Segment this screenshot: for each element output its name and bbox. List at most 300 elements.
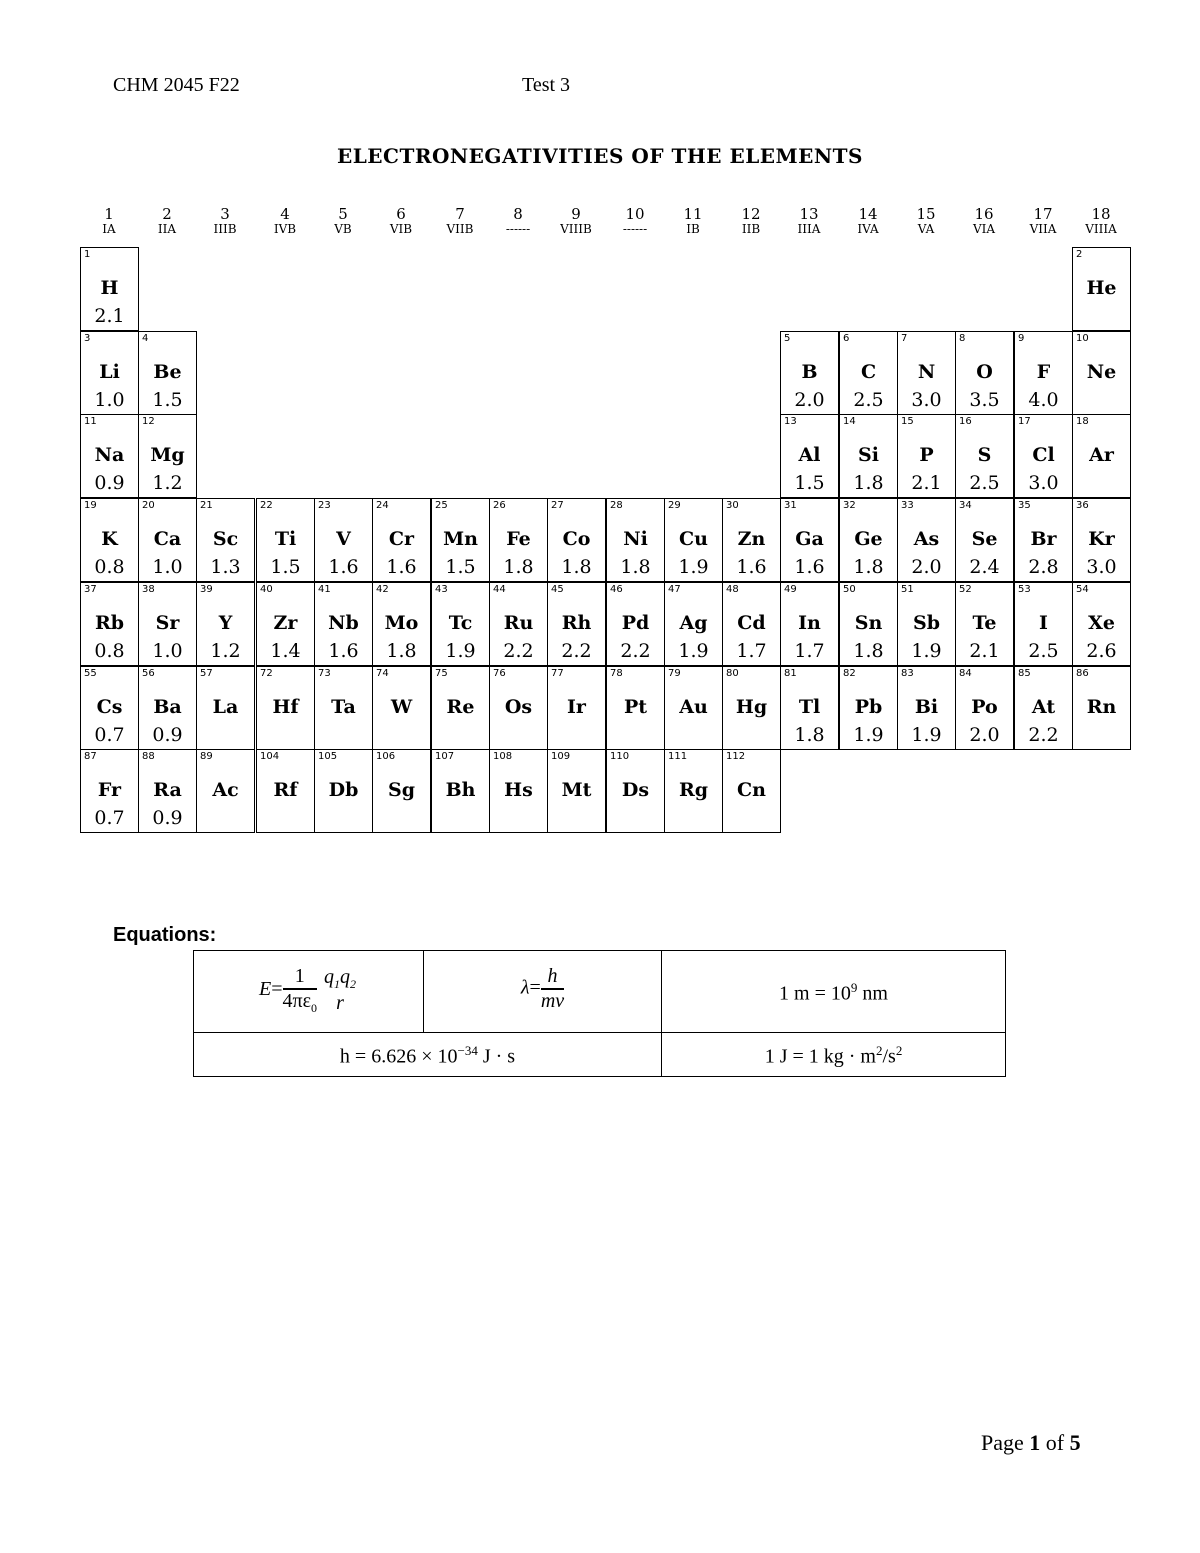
element-cell-pb: [839, 666, 898, 750]
atomic-number: 87: [84, 751, 97, 762]
element-symbol: Rn: [1086, 696, 1117, 718]
group-number: 13: [799, 205, 819, 223]
atomic-number: 84: [959, 668, 972, 679]
atomic-number: 108: [493, 751, 513, 762]
element-symbol: Ne: [1086, 361, 1117, 383]
element-symbol: Rf: [273, 779, 298, 801]
group-number: 14: [858, 205, 878, 223]
element-symbol: In: [798, 612, 821, 634]
eq-conversion-cell: [661, 950, 1006, 1033]
group-roman: IIIA: [797, 222, 821, 236]
atomic-number: 46: [610, 584, 623, 595]
element-cell-po: [955, 666, 1014, 750]
conversion-exp: 9: [850, 980, 858, 995]
group-roman: VIIB: [446, 222, 474, 236]
element-cell-ag: [664, 582, 723, 666]
element-cell-cd: [722, 582, 781, 666]
atomic-number: 74: [376, 668, 389, 679]
electronegativity-value: 1.8: [794, 724, 825, 746]
page-title: ELECTRONEGATIVITIES OF THE ELEMENTS: [336, 144, 864, 168]
planck-text: h = 6.626 × 10: [339, 1045, 458, 1068]
test-header: Test 3: [522, 74, 571, 96]
atomic-number: 36: [1076, 500, 1089, 511]
element-symbol: Ba: [153, 696, 182, 718]
element-symbol: Cl: [1032, 444, 1055, 466]
group-header-16: [955, 206, 1013, 236]
group-roman: VIIA: [1029, 222, 1057, 236]
electronegativity-value: 1.3: [210, 556, 241, 578]
electronegativity-value: 1.9: [853, 724, 884, 746]
joule-exp1: 2: [875, 1043, 883, 1058]
element-symbol: Cn: [737, 779, 766, 801]
element-symbol: Be: [153, 361, 182, 383]
element-cell-n: [897, 331, 956, 415]
group-number: 5: [338, 205, 348, 223]
group-roman: IA: [102, 222, 116, 236]
element-cell-rh: [547, 582, 606, 666]
element-cell-os: [489, 666, 548, 750]
element-cell-ti: [256, 498, 315, 582]
element-cell-pd: [606, 582, 665, 666]
atomic-number: 39: [200, 584, 213, 595]
element-symbol: Hf: [272, 696, 299, 718]
element-symbol: Ag: [679, 612, 708, 634]
element-cell-s: [955, 414, 1014, 498]
atomic-number: 48: [726, 584, 739, 595]
element-cell-sr: [138, 582, 197, 666]
atomic-number: 7: [901, 333, 908, 344]
element-symbol: Rh: [561, 612, 592, 634]
atomic-number: 42: [376, 584, 389, 595]
group-header-17: [1014, 206, 1072, 236]
element-cell-hs: [489, 749, 548, 833]
element-cell-b: [780, 331, 839, 415]
atomic-number: 43: [435, 584, 448, 595]
element-cell-k: [80, 498, 139, 582]
group-header-8: [489, 206, 547, 236]
element-symbol: Zr: [273, 612, 298, 634]
element-cell-zn: [722, 498, 781, 582]
debroglie-lhs: λ: [520, 976, 530, 999]
element-symbol: W: [390, 696, 413, 718]
element-symbol: Sg: [387, 779, 415, 801]
electronegativity-value: 2.8: [1028, 556, 1059, 578]
conversion-unit: nm: [857, 982, 888, 1005]
coulomb-equation: [194, 965, 423, 1016]
footer-page-number: 1: [1029, 1430, 1041, 1455]
element-cell-in: [780, 582, 839, 666]
element-cell-h: [80, 247, 139, 331]
electronegativity-value: 2.2: [1028, 724, 1059, 746]
page-footer: [981, 1430, 1081, 1456]
element-cell-tc: [431, 582, 490, 666]
element-symbol: Pb: [854, 696, 883, 718]
element-cell-rf: [256, 749, 315, 833]
atomic-number: 112: [726, 751, 746, 762]
atomic-number: 76: [493, 668, 506, 679]
element-symbol: Mn: [443, 528, 478, 550]
element-cell-mg: [138, 414, 197, 498]
joule-text: 1 J = 1 kg · m: [764, 1045, 876, 1068]
coulomb-num1: 1: [283, 965, 318, 990]
coulomb-num2: q: [324, 966, 334, 988]
element-cell-cs: [80, 666, 139, 750]
element-cell-db: [314, 749, 373, 833]
atomic-number: 35: [1018, 500, 1031, 511]
element-symbol: Al: [798, 444, 821, 466]
element-symbol: At: [1031, 696, 1056, 718]
atomic-number: 105: [318, 751, 338, 762]
element-cell-fr: [80, 749, 139, 833]
element-cell-at: [1014, 666, 1073, 750]
group-roman: IIB: [741, 222, 761, 236]
element-cell-kr: [1072, 498, 1131, 582]
element-symbol: Tc: [448, 612, 473, 634]
atomic-number: 2: [1076, 249, 1083, 260]
atomic-number: 33: [901, 500, 914, 511]
element-cell-sb: [897, 582, 956, 666]
group-number: 16: [974, 205, 994, 223]
group-number: 12: [741, 205, 761, 223]
atomic-number: 15: [901, 416, 914, 427]
atomic-number: 20: [142, 500, 155, 511]
coulomb-frac2: [322, 966, 358, 1015]
atomic-number: 56: [142, 668, 155, 679]
joule-equation: [662, 1043, 1005, 1069]
element-symbol: Ru: [503, 612, 534, 634]
course-header: CHM 2045 F22: [113, 74, 240, 96]
electronegativity-value: 2.2: [620, 640, 651, 662]
element-symbol: Re: [446, 696, 475, 718]
coulomb-num2b: q: [340, 966, 350, 988]
element-cell-sn: [839, 582, 898, 666]
group-number: 4: [280, 205, 290, 223]
element-symbol: Rb: [94, 612, 125, 634]
element-symbol: I: [1039, 612, 1048, 634]
atomic-number: 12: [142, 416, 155, 427]
element-cell-f: [1014, 331, 1073, 415]
conversion-equation: [662, 980, 1005, 1006]
element-symbol: Db: [328, 779, 359, 801]
electronegativity-value: 1.8: [853, 640, 884, 662]
element-cell-te: [955, 582, 1014, 666]
element-symbol: Pd: [621, 612, 650, 634]
element-cell-ta: [314, 666, 373, 750]
element-symbol: Rg: [678, 779, 709, 801]
atomic-number: 38: [142, 584, 155, 595]
atomic-number: 13: [784, 416, 797, 427]
element-symbol: Xe: [1088, 612, 1115, 634]
group-header-15: [897, 206, 955, 236]
group-roman: VIIIA: [1085, 222, 1117, 236]
element-symbol: Ra: [153, 779, 182, 801]
atomic-number: 41: [318, 584, 331, 595]
element-cell-se: [955, 498, 1014, 582]
planck-unit: J · s: [477, 1045, 516, 1068]
electronegativity-value: 1.9: [911, 724, 942, 746]
element-symbol: Ga: [795, 528, 824, 550]
group-number: 2: [162, 205, 172, 223]
element-cell-sc: [196, 498, 255, 582]
element-cell-re: [431, 666, 490, 750]
element-cell-bi: [897, 666, 956, 750]
electronegativity-value: 0.8: [94, 640, 125, 662]
element-cell-br: [1014, 498, 1073, 582]
electronegativity-value: 1.5: [270, 556, 301, 578]
atomic-number: 75: [435, 668, 448, 679]
group-roman: IIIB: [213, 222, 237, 236]
element-cell-ra: [138, 749, 197, 833]
atomic-number: 32: [843, 500, 856, 511]
element-cell-ar: [1072, 414, 1131, 498]
element-symbol: La: [212, 696, 239, 718]
electronegativity-value: 1.9: [678, 640, 709, 662]
atomic-number: 18: [1076, 416, 1089, 427]
atomic-number: 31: [784, 500, 797, 511]
group-number: 6: [396, 205, 406, 223]
electronegativity-value: 1.0: [152, 640, 183, 662]
atomic-number: 44: [493, 584, 506, 595]
atomic-number: 11: [84, 416, 97, 427]
element-cell-al: [780, 414, 839, 498]
element-cell-nb: [314, 582, 373, 666]
element-symbol: Ta: [331, 696, 356, 718]
atomic-number: 45: [551, 584, 564, 595]
electronegativity-value: 1.9: [678, 556, 709, 578]
group-header-14: [839, 206, 897, 236]
element-cell-mn: [431, 498, 490, 582]
element-symbol: B: [801, 361, 818, 383]
element-cell-pt: [606, 666, 665, 750]
atomic-number: 19: [84, 500, 97, 511]
atomic-number: 72: [260, 668, 273, 679]
electronegativity-value: 1.2: [152, 472, 183, 494]
atomic-number: 107: [435, 751, 455, 762]
element-symbol: Bh: [445, 779, 476, 801]
coulomb-lhs: E: [259, 978, 272, 1001]
electronegativity-value: 1.0: [152, 556, 183, 578]
joule-mid: /s: [882, 1045, 896, 1068]
element-symbol: Y: [218, 612, 233, 634]
atomic-number: 10: [1076, 333, 1089, 344]
element-symbol: Cs: [96, 696, 123, 718]
electronegativity-value: 1.6: [794, 556, 825, 578]
group-header-4: [256, 206, 314, 236]
electronegativity-value: 3.5: [969, 389, 1000, 411]
group-roman: IB: [686, 222, 700, 236]
footer-total-pages: 5: [1069, 1430, 1081, 1455]
electronegativity-value: 2.1: [94, 305, 125, 327]
coulomb-den2: r: [336, 992, 344, 1014]
element-symbol: Mo: [384, 612, 419, 634]
atomic-number: 3: [84, 333, 91, 344]
group-number: 9: [571, 205, 581, 223]
group-header-11: [664, 206, 722, 236]
element-cell-ne: [1072, 331, 1131, 415]
electronegativity-value: 2.6: [1086, 640, 1117, 662]
element-cell-si: [839, 414, 898, 498]
atomic-number: 88: [142, 751, 155, 762]
eq-debroglie-cell: [423, 950, 662, 1033]
coulomb-frac1: [283, 965, 318, 1016]
group-number: 10: [625, 205, 645, 223]
conversion-text: 1 m = 10: [779, 982, 851, 1005]
group-number: 8: [513, 205, 523, 223]
element-cell-w: [372, 666, 431, 750]
element-symbol: Li: [99, 361, 120, 383]
element-symbol: Pt: [623, 696, 648, 718]
eq-planck-cell: [193, 1032, 662, 1077]
element-symbol: F: [1036, 361, 1051, 383]
atomic-number: 82: [843, 668, 856, 679]
element-symbol: Na: [94, 444, 125, 466]
atomic-number: 51: [901, 584, 914, 595]
group-number: 18: [1091, 205, 1111, 223]
group-header-7: [431, 206, 489, 236]
electronegativity-value: 4.0: [1028, 389, 1059, 411]
eq-joule-cell: [661, 1032, 1006, 1077]
group-header-18: [1072, 206, 1130, 236]
atomic-number: 14: [843, 416, 856, 427]
element-cell-i: [1014, 582, 1073, 666]
electronegativity-value: 2.0: [911, 556, 942, 578]
element-symbol: Mg: [150, 444, 185, 466]
atomic-number: 109: [551, 751, 571, 762]
element-symbol: Au: [679, 696, 708, 718]
atomic-number: 22: [260, 500, 273, 511]
element-cell-ca: [138, 498, 197, 582]
electronegativity-value: 1.0: [94, 389, 125, 411]
electronegativity-value: 2.5: [1028, 640, 1059, 662]
electronegativity-value: 2.0: [794, 389, 825, 411]
element-cell-ge: [839, 498, 898, 582]
element-cell-ac: [196, 749, 255, 833]
element-cell-y: [196, 582, 255, 666]
group-header-3: [196, 206, 254, 236]
atomic-number: 28: [610, 500, 623, 511]
atomic-number: 47: [668, 584, 681, 595]
coulomb-den1-sub: 0: [311, 1001, 317, 1015]
element-cell-ni: [606, 498, 665, 582]
element-symbol: Se: [971, 528, 998, 550]
element-symbol: S: [977, 444, 992, 466]
element-cell-cn: [722, 749, 781, 833]
element-symbol: Cu: [679, 528, 708, 550]
element-cell-au: [664, 666, 723, 750]
element-cell-cl: [1014, 414, 1073, 498]
footer-page-label: Page: [981, 1430, 1030, 1455]
coulomb-num2-sub2: 2: [350, 977, 356, 991]
group-number: 17: [1033, 205, 1053, 223]
group-header-12: [722, 206, 780, 236]
electronegativity-value: 1.9: [911, 640, 942, 662]
electronegativity-value: 1.8: [853, 556, 884, 578]
element-symbol: H: [100, 277, 119, 299]
element-cell-li: [80, 331, 139, 415]
element-cell-be: [138, 331, 197, 415]
atomic-number: 8: [959, 333, 966, 344]
element-symbol: Sn: [854, 612, 883, 634]
atomic-number: 21: [200, 500, 213, 511]
atomic-number: 52: [959, 584, 972, 595]
atomic-number: 106: [376, 751, 396, 762]
group-roman: VB: [334, 222, 352, 236]
electronegativity-value: 0.9: [94, 472, 125, 494]
atomic-number: 85: [1018, 668, 1031, 679]
footer-of-label: of: [1040, 1430, 1070, 1455]
element-cell-cu: [664, 498, 723, 582]
element-symbol: V: [336, 528, 351, 550]
element-symbol: Ni: [623, 528, 648, 550]
element-symbol: Hg: [735, 696, 768, 718]
element-symbol: Co: [562, 528, 591, 550]
element-symbol: Kr: [1088, 528, 1115, 550]
atomic-number: 25: [435, 500, 448, 511]
element-cell-zr: [256, 582, 315, 666]
group-roman: VIA: [972, 222, 996, 236]
element-symbol: Si: [858, 444, 879, 466]
electronegativity-value: 1.6: [328, 556, 359, 578]
atomic-number: 78: [610, 668, 623, 679]
element-symbol: Ge: [854, 528, 883, 550]
element-cell-p: [897, 414, 956, 498]
electronegativity-value: 1.6: [736, 556, 767, 578]
element-symbol: Sr: [155, 612, 180, 634]
atomic-number: 23: [318, 500, 331, 511]
electronegativity-value: 1.9: [445, 640, 476, 662]
element-symbol: Bi: [914, 696, 939, 718]
group-header-6: [372, 206, 430, 236]
element-symbol: Cr: [388, 528, 415, 550]
equations-label: Equations:: [113, 924, 217, 946]
element-cell-na: [80, 414, 139, 498]
electronegativity-value: 0.9: [152, 724, 183, 746]
element-cell-ds: [606, 749, 665, 833]
group-roman: VIIIB: [560, 222, 592, 236]
element-cell-hf: [256, 666, 315, 750]
group-header-9: [547, 206, 605, 236]
joule-exp2: 2: [895, 1043, 903, 1058]
electronegativity-value: 1.8: [503, 556, 534, 578]
electronegativity-value: 1.5: [445, 556, 476, 578]
electronegativity-value: 1.8: [386, 640, 417, 662]
electronegativity-value: 1.6: [328, 640, 359, 662]
element-symbol: Sc: [212, 528, 239, 550]
element-symbol: Mt: [561, 779, 592, 801]
atomic-number: 77: [551, 668, 564, 679]
atomic-number: 104: [260, 751, 280, 762]
element-cell-ir: [547, 666, 606, 750]
element-symbol: Zn: [737, 528, 766, 550]
group-header-13: [780, 206, 838, 236]
element-symbol: Fr: [97, 779, 122, 801]
atomic-number: 1: [84, 249, 91, 260]
atomic-number: 80: [726, 668, 739, 679]
electronegativity-value: 3.0: [1028, 472, 1059, 494]
electronegativity-value: 2.4: [969, 556, 1000, 578]
element-symbol: P: [919, 444, 934, 466]
atomic-number: 49: [784, 584, 797, 595]
debroglie-num: h: [541, 965, 564, 990]
element-cell-co: [547, 498, 606, 582]
debroglie-equation: [424, 965, 661, 1013]
electronegativity-value: 0.7: [94, 724, 125, 746]
electronegativity-value: 1.2: [210, 640, 241, 662]
element-symbol: He: [1086, 277, 1117, 299]
electronegativity-value: 0.9: [152, 807, 183, 829]
element-symbol: K: [101, 528, 118, 550]
coulomb-num2-sub1: 1: [334, 977, 340, 991]
